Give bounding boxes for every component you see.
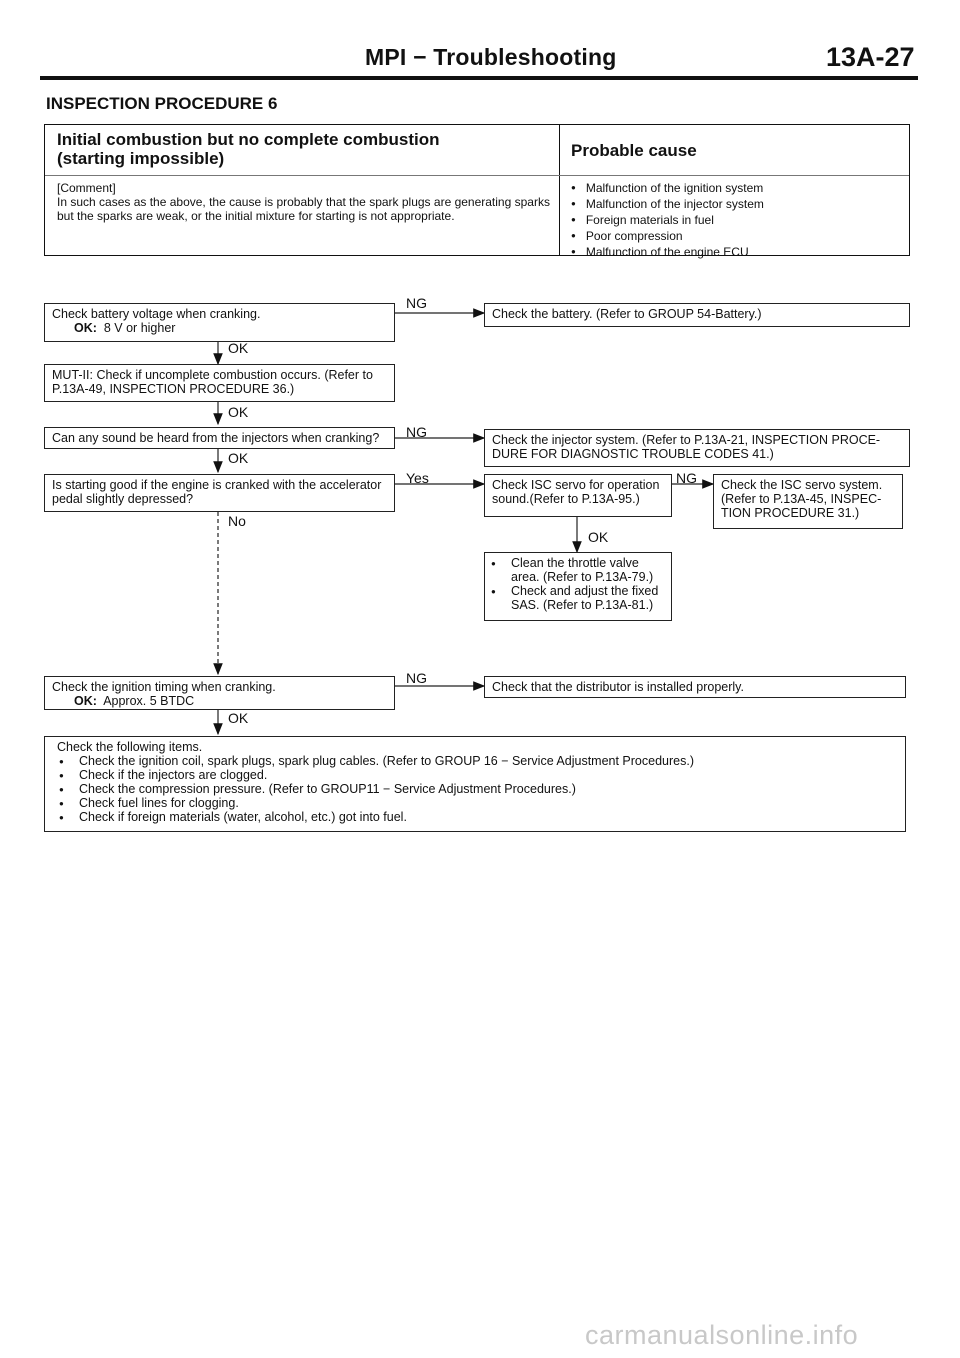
step-ignition-spec xyxy=(52,694,387,708)
comment-label: [Comment] xyxy=(57,181,116,195)
list-item: ● Check and adjust the fixed SAS. (Refer to P.13A-81.) xyxy=(489,584,664,612)
step-battery-text: Check battery voltage when cranking. xyxy=(52,307,261,321)
ng-label: NG xyxy=(676,470,697,486)
ng-label: NG xyxy=(406,670,427,686)
step-battery-voltage xyxy=(44,303,395,342)
ok-label: OK xyxy=(588,529,609,545)
symptom-line-2: (starting impossible) xyxy=(57,149,225,168)
step-mut-ii: MUT-II: Check if uncomplete combustion occurs. (Refer to P.13A-49, INSPECTION PROCEDURE 36.) xyxy=(44,364,395,402)
list-item: ● Check fuel lines for clogging. xyxy=(57,796,898,810)
ok-label: OK xyxy=(228,404,249,420)
action-throttle-sas xyxy=(484,552,672,621)
cause-item: ● Malfunction of the ignition system xyxy=(571,181,764,197)
ng-label: NG xyxy=(406,424,427,440)
cause-item: ● Foreign materials in fuel xyxy=(571,213,764,229)
ok-spec-label: OK: xyxy=(74,694,97,708)
ok-spec-value: Approx. 5 BTDC xyxy=(103,694,195,708)
symptom-line-1: Initial combustion but no complete combustion xyxy=(57,130,440,149)
list-item: ● Check the ignition coil, spark plugs, spark plug cables. (Refer to GROUP 16 − Service Adjustment Procedures.) xyxy=(57,754,898,768)
ng-label: NG xyxy=(406,295,427,311)
throttle-sas-list xyxy=(489,556,664,612)
action-check-isc-system: Check the ISC servo system. (Refer to P.13A-45, INSPEC-TION PROCEDURE 31.) xyxy=(713,474,903,529)
ok-label: OK xyxy=(228,710,249,726)
yes-label: Yes xyxy=(406,470,429,486)
ok-label: OK xyxy=(228,450,249,466)
watermark: carmanualsonline.info xyxy=(585,1320,859,1350)
ok-spec-label: OK: xyxy=(74,321,97,335)
action-check-isc-sound: Check ISC servo for operation sound.(Refer to P.13A-95.) xyxy=(484,474,672,517)
list-item: ● Check if foreign materials (water, alcohol, etc.) got into fuel. xyxy=(57,810,898,824)
step-ignition-timing xyxy=(44,676,395,710)
final-item-list xyxy=(57,754,898,824)
ok-spec-value: 8 V or higher xyxy=(103,321,176,335)
action-check-distributor: Check that the distributor is installed properly. xyxy=(484,676,906,698)
list-item: ● Check if the injectors are clogged. xyxy=(57,768,898,782)
no-label: No xyxy=(228,513,246,529)
page-header-title: MPI − Troubleshooting xyxy=(365,44,617,70)
procedure-title: INSPECTION PROCEDURE 6 xyxy=(46,94,278,113)
ok-label: OK xyxy=(228,340,249,356)
page-number: 13A-27 xyxy=(826,42,915,72)
action-check-battery: Check the battery. (Refer to GROUP 54-Battery.) xyxy=(484,303,910,327)
list-item: ● Clean the throttle valve area. (Refer to P.13A-79.) xyxy=(489,556,664,584)
cause-item: ● Poor compression xyxy=(571,229,764,245)
step-accelerator-start: Is starting good if the engine is cranked with the accelerator pedal slightly depressed? xyxy=(44,474,395,512)
comment-text: In such cases as the above, the cause is probably that the spark plugs are generating sparks but the sparks are weak, or the initial mixture for starting is not appropriate. xyxy=(57,195,550,223)
cause-item: ● Malfunction of the injector system xyxy=(571,197,764,213)
list-item: ● Check the compression pressure. (Refer to GROUP11 − Service Adjustment Procedures.) xyxy=(57,782,898,796)
step-ignition-text: Check the ignition timing when cranking. xyxy=(52,680,276,694)
action-check-injector-system: Check the injector system. (Refer to P.13A-21, INSPECTION PROCE-DURE FOR DIAGNOSTIC TROUBLE CODES 41.) xyxy=(484,429,910,467)
step-battery-spec xyxy=(52,321,387,335)
final-intro: Check the following items. xyxy=(57,740,203,754)
step-injector-sound: Can any sound be heard from the injectors when cranking? xyxy=(44,427,395,449)
final-check-items xyxy=(44,736,906,832)
cause-item: ● Malfunction of the engine ECU xyxy=(571,245,764,261)
probable-cause-header: Probable cause xyxy=(571,141,697,160)
